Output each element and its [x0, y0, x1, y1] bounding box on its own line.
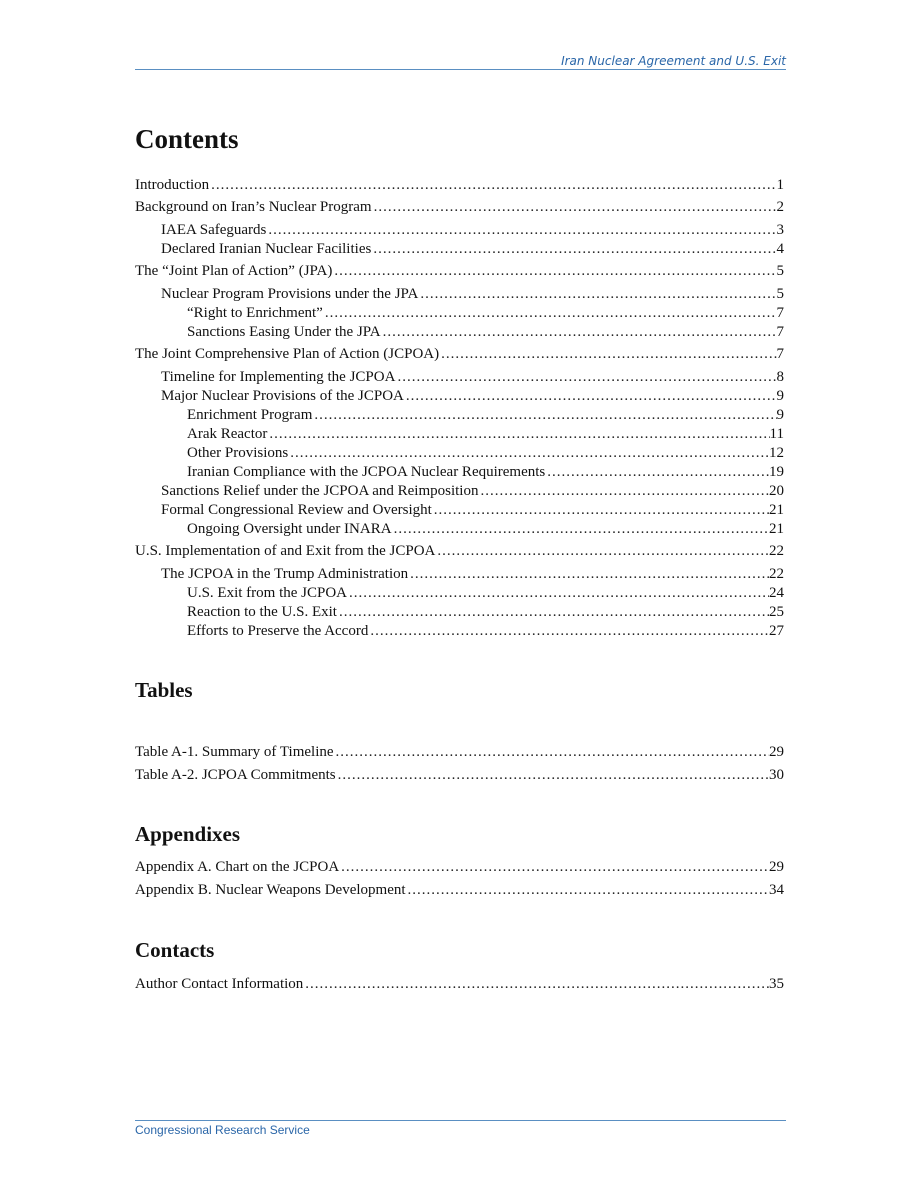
toc-entry[interactable] [135, 262, 784, 280]
toc-dot-leader [372, 198, 777, 216]
toc-entry-page: 29 [769, 744, 784, 760]
toc-entry-label: U.S. Exit from the JCPOA [187, 585, 348, 601]
toc-dot-leader [432, 501, 769, 519]
toc-dot-leader [368, 622, 769, 640]
toc-entry-label: Enrichment Program [187, 407, 313, 423]
toc-dot-leader [371, 240, 776, 258]
toc-dot-leader [347, 584, 769, 602]
toc-entry-page: 12 [769, 445, 784, 461]
toc-entry[interactable] [187, 323, 784, 341]
toc-entry-page: 3 [776, 222, 784, 238]
toc-dot-leader [435, 542, 769, 560]
toc-entry-page: 21 [769, 502, 784, 518]
tables-heading: Tables [135, 678, 193, 702]
toc-dot-leader [439, 345, 776, 363]
toc-dot-leader [312, 406, 776, 424]
toc-entry[interactable] [135, 975, 784, 993]
toc-entry[interactable] [135, 743, 784, 761]
toc-entry-label: Major Nuclear Provisions of the JCPOA [161, 388, 404, 404]
toc-dot-leader [334, 743, 769, 761]
toc-dot-leader [336, 766, 769, 784]
contacts-heading: Contacts [135, 938, 215, 962]
toc-entry-page: 29 [769, 859, 784, 875]
running-header: Iran Nuclear Agreement and U.S. Exit [561, 54, 786, 68]
toc-entry-page: 34 [769, 882, 784, 898]
toc-entry[interactable] [187, 622, 784, 640]
toc-entry[interactable] [187, 603, 784, 621]
toc-entry-label: Arak Reactor [187, 426, 268, 442]
toc-entry[interactable] [161, 285, 784, 303]
toc-dot-leader [408, 565, 769, 583]
toc-entry-label: Background on Iran’s Nuclear Program [135, 199, 372, 215]
appendixes-heading: Appendixes [135, 822, 241, 846]
toc-entry-page: 20 [769, 483, 784, 499]
toc-entry-label: Appendix A. Chart on the JCPOA [135, 859, 340, 875]
toc-entry-label: IAEA Safeguards [161, 222, 267, 238]
toc-entry-page: 35 [769, 976, 784, 992]
toc-entry[interactable] [187, 406, 784, 424]
toc-entry-label: Appendix B. Nuclear Weapons Development [135, 882, 406, 898]
toc-dot-leader [267, 425, 769, 443]
toc-dot-leader [288, 444, 769, 462]
toc-entry-label: Author Contact Information [135, 976, 304, 992]
toc-entry-label: Table A-1. Summary of Timeline [135, 744, 334, 760]
toc-dot-leader [209, 176, 776, 194]
toc-entry-page: 7 [776, 346, 784, 362]
toc-entry[interactable] [187, 584, 784, 602]
toc-dot-leader [478, 482, 769, 500]
toc-dot-leader [339, 858, 769, 876]
toc-entry-label: Sanctions Easing Under the JPA [187, 324, 381, 340]
toc-entry[interactable] [135, 766, 784, 784]
toc-dot-leader [395, 368, 776, 386]
toc-entry-label: Timeline for Implementing the JCPOA [161, 369, 396, 385]
toc-dot-leader [392, 520, 769, 538]
toc-dot-leader [303, 975, 769, 993]
toc-dot-leader [418, 285, 776, 303]
toc-entry[interactable] [187, 463, 784, 481]
toc-entry[interactable] [187, 520, 784, 538]
toc-entry-label: Introduction [135, 177, 210, 193]
toc-dot-leader [545, 463, 769, 481]
toc-entry-page: 9 [776, 407, 784, 423]
toc-entry-page: 1 [776, 177, 784, 193]
toc-entry[interactable] [161, 221, 784, 239]
toc-entry[interactable] [135, 345, 784, 363]
toc-entry[interactable] [161, 240, 784, 258]
contents-heading: Contents [135, 124, 239, 154]
toc-entry-page: 22 [769, 566, 784, 582]
toc-entry[interactable] [135, 542, 784, 560]
toc-dot-leader [404, 387, 777, 405]
toc-entry-label: Formal Congressional Review and Oversight [161, 502, 432, 518]
toc-entry-page: 4 [776, 241, 784, 257]
toc-entry[interactable] [135, 858, 784, 876]
toc-entry[interactable] [161, 501, 784, 519]
toc-entry-page: 5 [776, 263, 784, 279]
footer-source: Congressional Research Service [135, 1123, 310, 1137]
toc-entry[interactable] [135, 198, 784, 216]
toc-entry-page: 22 [769, 543, 784, 559]
toc-entry[interactable] [187, 444, 784, 462]
toc-entry-label: Table A-2. JCPOA Commitments [135, 767, 336, 783]
toc-entry-page: 21 [769, 521, 784, 537]
toc-dot-leader [337, 603, 769, 621]
header-divider [135, 69, 786, 70]
toc-entry[interactable] [187, 425, 784, 443]
toc-entry[interactable] [161, 368, 784, 386]
toc-entry-page: 5 [776, 286, 784, 302]
toc-entry-label: Sanctions Relief under the JCPOA and Reimposition [161, 483, 479, 499]
toc-entry-label: The “Joint Plan of Action” (JPA) [135, 263, 333, 279]
toc-entry-label: “Right to Enrichment” [187, 305, 323, 321]
toc-entry-label: Efforts to Preserve the Accord [187, 623, 369, 639]
toc-entry-page: 19 [769, 464, 784, 480]
toc-entry[interactable] [161, 482, 784, 500]
toc-entry[interactable] [135, 881, 784, 899]
toc-entry-label: Other Provisions [187, 445, 289, 461]
toc-entry-page: 2 [776, 199, 784, 215]
toc-entry-page: 7 [776, 324, 784, 340]
toc-dot-leader [381, 323, 777, 341]
toc-entry-label: Iranian Compliance with the JCPOA Nuclear Requirements [187, 464, 546, 480]
toc-entry[interactable] [135, 176, 784, 194]
toc-entry-page: 24 [769, 585, 784, 601]
toc-dot-leader [266, 221, 776, 239]
toc-entry[interactable] [161, 387, 784, 405]
toc-entry-label: The Joint Comprehensive Plan of Action (JCPOA) [135, 346, 440, 362]
toc-entry-page: 30 [769, 767, 784, 783]
toc-dot-leader [323, 304, 777, 322]
footer-divider [135, 1120, 786, 1121]
toc-entry-label: Reaction to the U.S. Exit [187, 604, 337, 620]
toc-entry-page: 7 [776, 305, 784, 321]
toc-entry-label: Ongoing Oversight under INARA [187, 521, 392, 537]
toc-entry[interactable] [161, 565, 784, 583]
toc-entry-label: Declared Iranian Nuclear Facilities [161, 241, 372, 257]
toc-dot-leader [332, 262, 776, 280]
toc-entry-page: 25 [769, 604, 784, 620]
toc-entry-page: 8 [776, 369, 784, 385]
toc-dot-leader [406, 881, 769, 899]
toc-entry-label: U.S. Implementation of and Exit from the JCPOA [135, 543, 436, 559]
toc-entry-page: 11 [769, 426, 784, 442]
toc-entry[interactable] [187, 304, 784, 322]
toc-entry-label: Nuclear Program Provisions under the JPA [161, 286, 419, 302]
toc-entry-page: 27 [769, 623, 784, 639]
toc-entry-page: 9 [776, 388, 784, 404]
toc-entry-label: The JCPOA in the Trump Administration [161, 566, 409, 582]
